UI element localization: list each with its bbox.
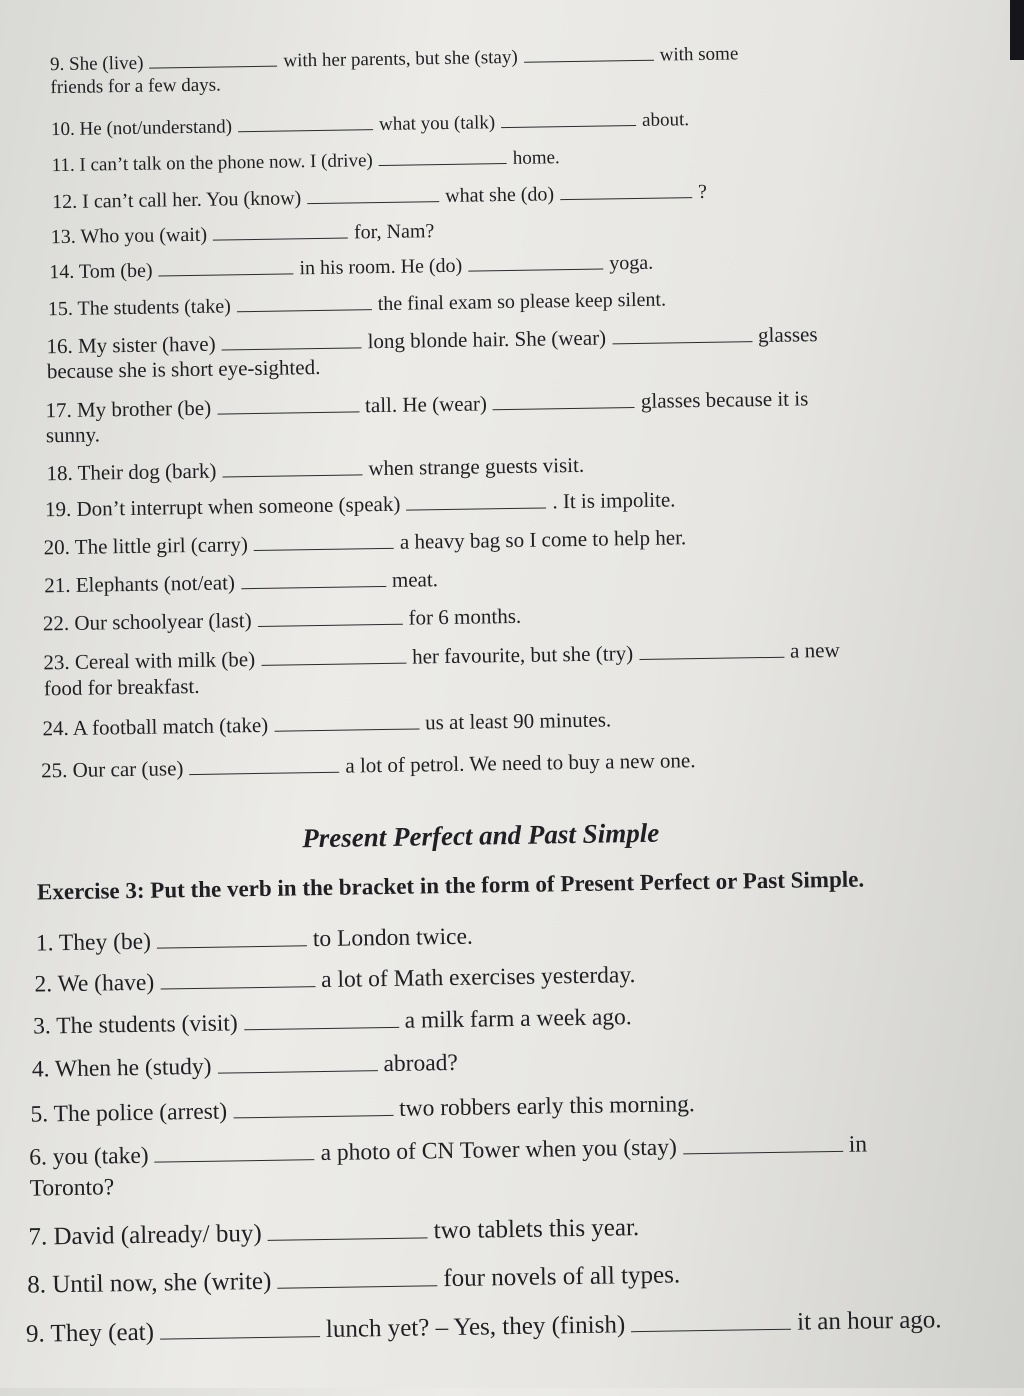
question-b1: 1. They (be) to London twice. — [35, 923, 473, 957]
question-b3: 3. The students (visit) a milk farm a week ago. — [32, 1004, 632, 1040]
question-b6-cont: Toronto? — [29, 1174, 115, 1202]
answer-blank[interactable] — [468, 268, 603, 272]
answer-blank[interactable] — [150, 65, 278, 69]
answer-blank[interactable] — [639, 656, 784, 660]
question-a13: 13. Who you (wait) for, Nam? — [50, 220, 435, 249]
answer-blank[interactable] — [683, 1150, 843, 1155]
answer-blank[interactable] — [258, 623, 403, 627]
answer-blank[interactable] — [241, 585, 386, 589]
answer-blank[interactable] — [379, 162, 507, 166]
question-b5: 5. The police (arrest) two robbers early this morning. — [30, 1091, 695, 1128]
question-a16: 16. My sister (have) long blonde hair. She (wear) glasses — [46, 322, 818, 359]
question-a23: 23. Cereal with milk (be) her favourite, but she (try) a new — [43, 637, 840, 675]
answer-blank[interactable] — [238, 128, 373, 132]
question-a23-cont: food for breakfast. — [43, 673, 200, 701]
question-a9: 9. She (live) with her parents, but she (stay) with some — [49, 43, 739, 76]
question-a12: 12. I can’t call her. You (know) what she (do) ? — [52, 180, 708, 214]
answer-blank[interactable] — [160, 985, 315, 989]
answer-blank[interactable] — [218, 1069, 378, 1074]
question-a19: 19. Don’t interrupt when someone (speak) . It is impolite. — [44, 487, 676, 522]
question-b6: 6. you (take) a photo of CN Tower when you (stay) in — [29, 1131, 868, 1171]
question-b7: 7. David (already/ buy) two tablets this year. — [28, 1214, 640, 1251]
answer-blank[interactable] — [244, 1026, 399, 1030]
question-a20: 20. The little girl (carry) a heavy bag so I come to help her. — [43, 525, 687, 560]
answer-blank[interactable] — [237, 308, 372, 312]
question-a16-cont: because she is short eye-sighted. — [46, 354, 321, 384]
answer-blank[interactable] — [612, 340, 752, 344]
exercise-title: Exercise 3: Put the verb in the bracket in the form of Present Perfect or Past Simple. — [36, 866, 865, 905]
answer-blank[interactable] — [157, 944, 307, 948]
answer-blank[interactable] — [560, 196, 692, 200]
answer-blank[interactable] — [155, 1158, 315, 1163]
answer-blank[interactable] — [406, 506, 546, 510]
answer-blank[interactable] — [217, 410, 359, 414]
answer-blank[interactable] — [222, 473, 362, 477]
question-b9: 9. They (eat) lunch yet? – Yes, they (finish) it an hour ago. — [25, 1306, 942, 1348]
answer-blank[interactable] — [631, 1328, 791, 1333]
question-a24: 24. A football match (take) us at least 90 minutes. — [42, 707, 612, 741]
question-a18: 18. Their dog (bark) when strange guests visit. — [46, 452, 585, 486]
section-heading: Present Perfect and Past Simple — [302, 817, 660, 854]
answer-blank[interactable] — [307, 200, 439, 204]
question-a21: 21. Elephants (not/eat) meat. — [44, 567, 439, 598]
question-a22: 22. Our schoolyear (last) for 6 months. — [42, 603, 522, 636]
answer-blank[interactable] — [189, 771, 339, 775]
question-a14: 14. Tom (be) in his room. He (do) yoga. — [49, 251, 654, 284]
answer-blank[interactable] — [524, 59, 654, 63]
answer-blank[interactable] — [261, 662, 406, 666]
answer-blank[interactable] — [274, 727, 419, 731]
question-a25: 25. Our car (use) a lot of petrol. We need to buy a new one. — [40, 748, 696, 783]
answer-blank[interactable] — [277, 1284, 437, 1289]
answer-blank[interactable] — [501, 124, 636, 128]
answer-blank[interactable] — [160, 1335, 320, 1340]
question-a11: 11. I can’t talk on the phone now. I (drive) home. — [51, 147, 560, 177]
question-b4: 4. When he (study) abroad? — [31, 1049, 459, 1083]
answer-blank[interactable] — [254, 547, 394, 551]
question-a15: 15. The students (take) the final exam so please keep silent. — [47, 288, 667, 321]
answer-blank[interactable] — [213, 237, 348, 241]
answer-blank[interactable] — [222, 346, 362, 350]
answer-blank[interactable] — [268, 1236, 428, 1241]
question-a17-cont: sunny. — [45, 422, 101, 448]
question-a17: 17. My brother (be) tall. He (wear) glasses because it is — [45, 386, 809, 423]
question-a9-cont: friends for a few days. — [50, 74, 221, 99]
question-b8: 8. Until now, she (write) four novels of all types. — [27, 1261, 681, 1299]
question-b2: 2. We (have) a lot of Math exercises yesterday. — [34, 962, 636, 998]
answer-blank[interactable] — [493, 406, 635, 410]
answer-blank[interactable] — [233, 1114, 393, 1119]
question-a10: 10. He (not/understand) what you (talk) about. — [50, 109, 690, 141]
answer-blank[interactable] — [159, 272, 294, 276]
